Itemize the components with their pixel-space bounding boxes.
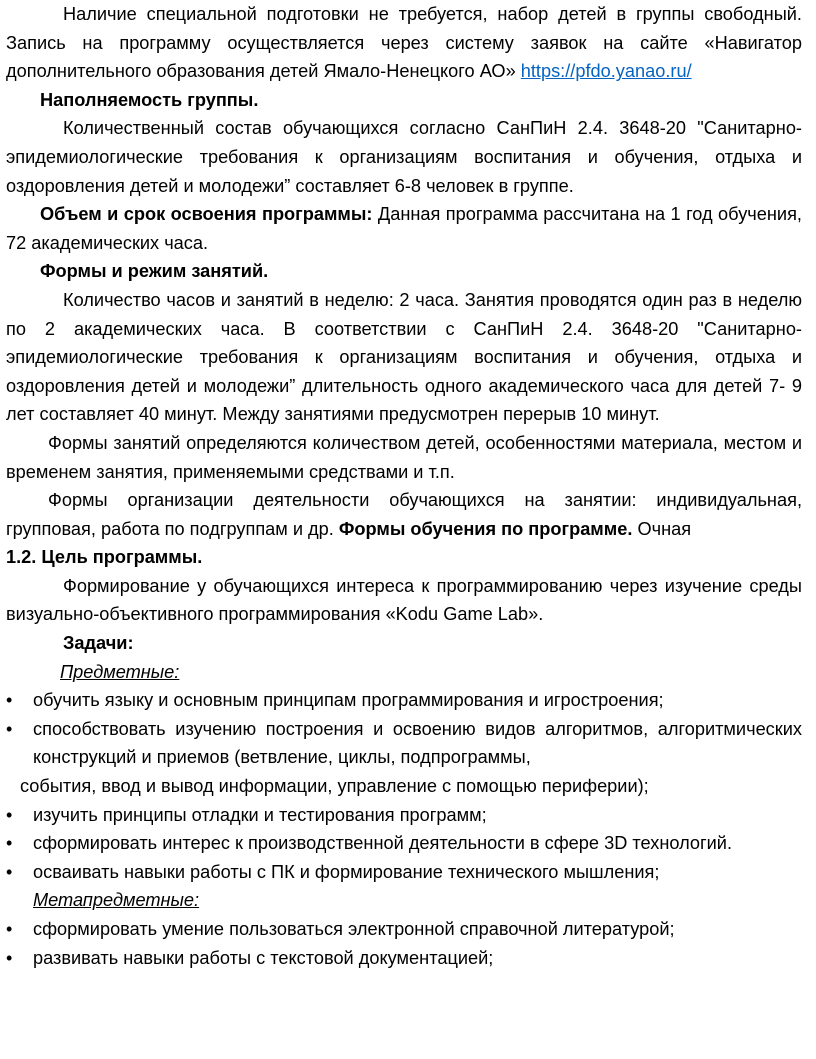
paragraph-enrollment — [6, 0, 802, 86]
paragraph-duration — [6, 200, 802, 257]
paragraph-goal: Формирование у обучающихся интереса к программированию через изучение среды визуально-объективного программирования «Kodu Game Lab». — [6, 575, 802, 625]
heading-program-goal: 1.2. Цель программы. — [6, 547, 203, 568]
list-item: • сформировать интерес к производственной деятельности в сфере 3D технологий. — [6, 829, 802, 858]
heading-group-size: Наполняемость группы. — [40, 89, 259, 110]
document-page — [6, 0, 802, 972]
list-item: • обучить языку и основным принципам программирования и игростроения; — [6, 686, 802, 715]
heading-forms: Формы и режим занятий. — [40, 261, 269, 282]
duration-label: Объем и срок освоения программы: — [40, 204, 373, 225]
paragraph-group-size: Количественный состав обучающихся согласно СанПиН 2.4. 3648-20 "Санитарно-эпидемиологические требования к организациям воспитания и обучения, отдыха и оздоровления детей и молодежи” составляет 6-8 человек в группе. — [6, 118, 802, 196]
subject-task-list — [6, 686, 802, 772]
list-item: • развивать навыки работы с текстовой документацией; — [6, 944, 802, 973]
list-item: • изучить принципы отладки и тестирования программ; — [6, 801, 802, 830]
forms-education-label: Формы обучения по программе. — [338, 518, 633, 539]
meta-label: Метапредметные: — [33, 890, 200, 911]
enrollment-text: Наличие специальной подготовки не требуется, набор детей в группы свободный. Запись на программу осуществляется через систему заявок на сайте «Навигатор дополнительного образования детей Ямало-Ненецкого АО» — [6, 4, 802, 82]
subheading-meta — [6, 886, 802, 915]
navigator-link[interactable]: https://pfdo.yanao.ru/ — [520, 61, 692, 82]
meta-task-list — [6, 915, 802, 972]
list-item: • осваивать навыки работы с ПК и формирование технического мышления; — [6, 858, 802, 887]
paragraph-schedule: Количество часов и занятий в неделю: 2 часа. Занятия проводятся один раз в неделю по 2 академических часа. В соответствии с СанПиН 2.4. 3648-20 "Санитарно-эпидемиологические требования к организациям воспитания и обучения, отдыха и оздоровления детей и молодежи” длительность одного академического часа для детей 7- 9 лет составляет 40 минут. Между занятиями предусмотрен перерыв 10 минут. — [6, 289, 802, 425]
subject-label: Предметные: — [60, 661, 180, 682]
duration-text: Данная программа рассчитана на 1 год обучения, 72 академических часа. — [6, 204, 802, 253]
list-item: • способствовать изучению построения и освоению видов алгоритмов, алгоритмических конструкций и приемов (ветвление, циклы, подпрограммы, — [6, 715, 802, 772]
list-item: • сформировать умение пользоваться электронной справочной литературой; — [6, 915, 802, 944]
list-item-continuation: события, ввод и вывод информации, управление с помощью периферии); — [20, 776, 649, 797]
forms-organization-text: Формы организации деятельности обучающихся на занятии: индивидуальная, групповая, работа по подгруппам и др. — [6, 490, 802, 539]
subheading-subject — [6, 658, 802, 687]
paragraph-forms-defined: Формы занятий определяются количеством детей, особенностями материала, местом и временем занятия, применяемыми средствами и т.п. — [6, 432, 802, 482]
subject-task-list-cont — [6, 801, 802, 887]
heading-tasks: Задачи: — [63, 633, 134, 654]
paragraph-forms-organization — [6, 486, 802, 543]
forms-education-value: Очная — [632, 518, 692, 539]
